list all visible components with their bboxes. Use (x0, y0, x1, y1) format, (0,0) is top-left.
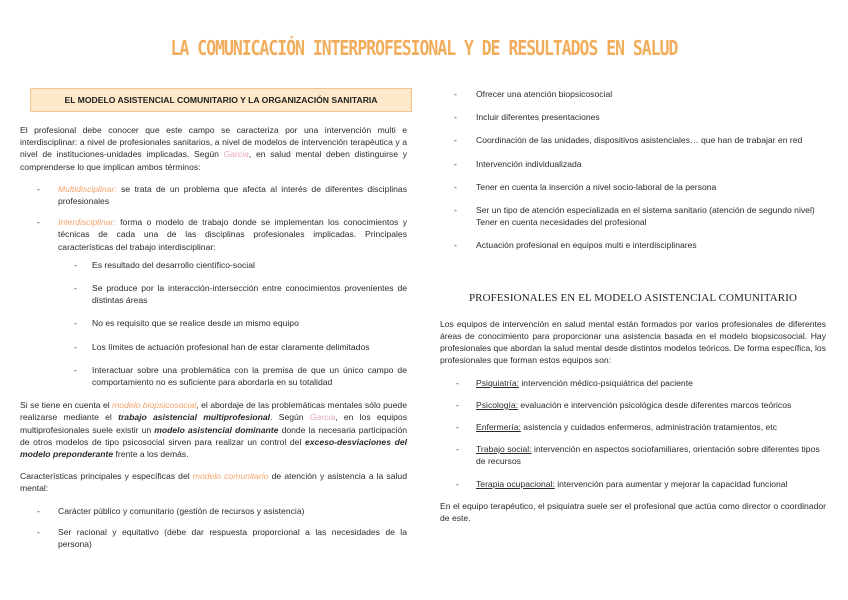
professionals-list (440, 377, 826, 490)
list-item: - Terapia ocupacional: intervención para aumentar y mejorar la capacidad funcional (440, 478, 826, 490)
list-item: - Interdisciplinar: forma o modelo de trabajo donde se implementan los conocimientos y técnicas de cada una de las disciplinas profesionales implicadas. Principales características del trabajo interdisciplinar: - Es resultado del desarrollo científico-social - Se produce por la interacción-intersección entre conocimientos provenientes de distintas áreas - No es requisito que se realice desde un mismo equipo - Los límites de actuación profesional han de estar claramente delimitados - Interactuar sobre una problemática con la premisa de que un único campo de comportamiento no es suficiente para abordarla en su totalidad (20, 216, 407, 388)
list-item: - Trabajo social: intervención en aspectos sociofamiliares, orientación sobre diferentes tipos de recursos (440, 443, 826, 467)
section-title: PROFESIONALES EN EL MODELO ASISTENCIAL COMUNITARIO (468, 291, 798, 304)
list-item: - Los límites de actuación profesional han de estar claramente delimitados (20, 341, 407, 353)
list-item: - Interactuar sobre una problemática con la premisa de que un único campo de comportamiento no es suficiente para abordarla en su totalidad (20, 364, 407, 388)
community-features-continued (440, 88, 826, 252)
section-heading-box: EL MODELO ASISTENCIAL COMUNITARIO Y LA ORGANIZACIÓN SANITARIA (30, 88, 412, 112)
list-item: - Tener en cuenta la inserción a nivel socio-laboral de la persona (440, 181, 826, 193)
list-item: - Coordinación de las unidades, dispositivos asistenciales… que han de trabajar en red (440, 134, 826, 146)
list-item: - Psiquiatría: intervención médico-psiquiátrica del paciente (440, 377, 826, 389)
sub-list (20, 259, 407, 388)
list-item: - Carácter público y comunitario (gestión de recursos y asistencia) (20, 505, 407, 517)
list-item: - Enfermería: asistencia y cuidados enfermeros, administración tratamientos, etc (440, 421, 826, 433)
intro-paragraph: El profesional debe conocer que este campo se caracteriza por una intervención multi e interdisciplinar: a nivel de profesionales sanitarios, a nivel de modelos de intervención terapéutica y a nivel de instituciones-unidades implicadas. Según Garcia, en salud mental deben distinguirse y comprenderse lo que implican ambos términos: (20, 125, 407, 172)
terms-list (20, 183, 407, 388)
author-ref: Garcia (223, 149, 249, 160)
community-model-paragraph: Características principales y específicas del modelo comunitario de atención y asistencia a la salud mental: (20, 471, 407, 494)
biopsicosocial-paragraph: Si se tiene en cuenta el modelo biopsicosocial, el abordaje de las problemáticas mentales sólo puede realizarse mediante el trabajo asistencial multiprofesional. Según Garcia, en los equipos multiprofesionales suele existir un modelo asistencial dominante donde la necesaria participación de otros modelos de tipo psicosocial sirven para realizar un control del exceso-desviaciones del modelo preponderante frente a los demás. (20, 400, 407, 460)
list-item: - Multidisciplinar: se trata de un problema que afecta al interés de diferentes disciplinas profesionales (20, 183, 407, 207)
list-item: - Ser racional y equitativo (debe dar respuesta proporcional a las necesidades de la persona) (20, 526, 407, 550)
list-item: - Actuación profesional en equipos multi e interdisciplinares (440, 239, 826, 251)
list-item: - Ser un tipo de atención especializada en el sistema sanitario (atención de segundo nivel) Tener en cuenta necesidades del profesional (440, 204, 826, 228)
community-features-list (20, 505, 407, 551)
list-item: - Incluir diferentes presentaciones (440, 111, 826, 123)
list-item: - Psicología: evaluación e intervención psicológica desde diferentes marcos teóricos (440, 399, 826, 411)
list-item: - Se produce por la interacción-intersección entre conocimientos provenientes de distintas áreas (20, 282, 407, 306)
right-column (440, 88, 826, 534)
professionals-intro: Los equipos de intervención en salud mental están formados por varios profesionales de diferentes áreas de conocimiento para proporcionar una asistencia basada en el modelo biopsicosocial. Hay profesionales que abordan la salud mental desde distintos modelos teóricos. De forma específica, los profesionales que forman estos equipos son: (440, 318, 826, 366)
list-item: - No es requisito que se realice desde un mismo equipo (20, 317, 407, 329)
list-item: - Intervención individualizada (440, 158, 826, 170)
closing-paragraph: En el equipo terapéutico, el psiquiatra suele ser el profesional que actúa como director o coordinador de este. (440, 500, 826, 524)
list-item: - Ofrecer una atención biopsicosocial (440, 88, 826, 100)
list-item: - Es resultado del desarrollo científico-social (20, 259, 407, 271)
left-column (20, 88, 407, 560)
page-title: LA COMUNICACIÓN INTERPROFESIONAL Y DE RESULTADOS EN SALUD (170, 36, 678, 60)
